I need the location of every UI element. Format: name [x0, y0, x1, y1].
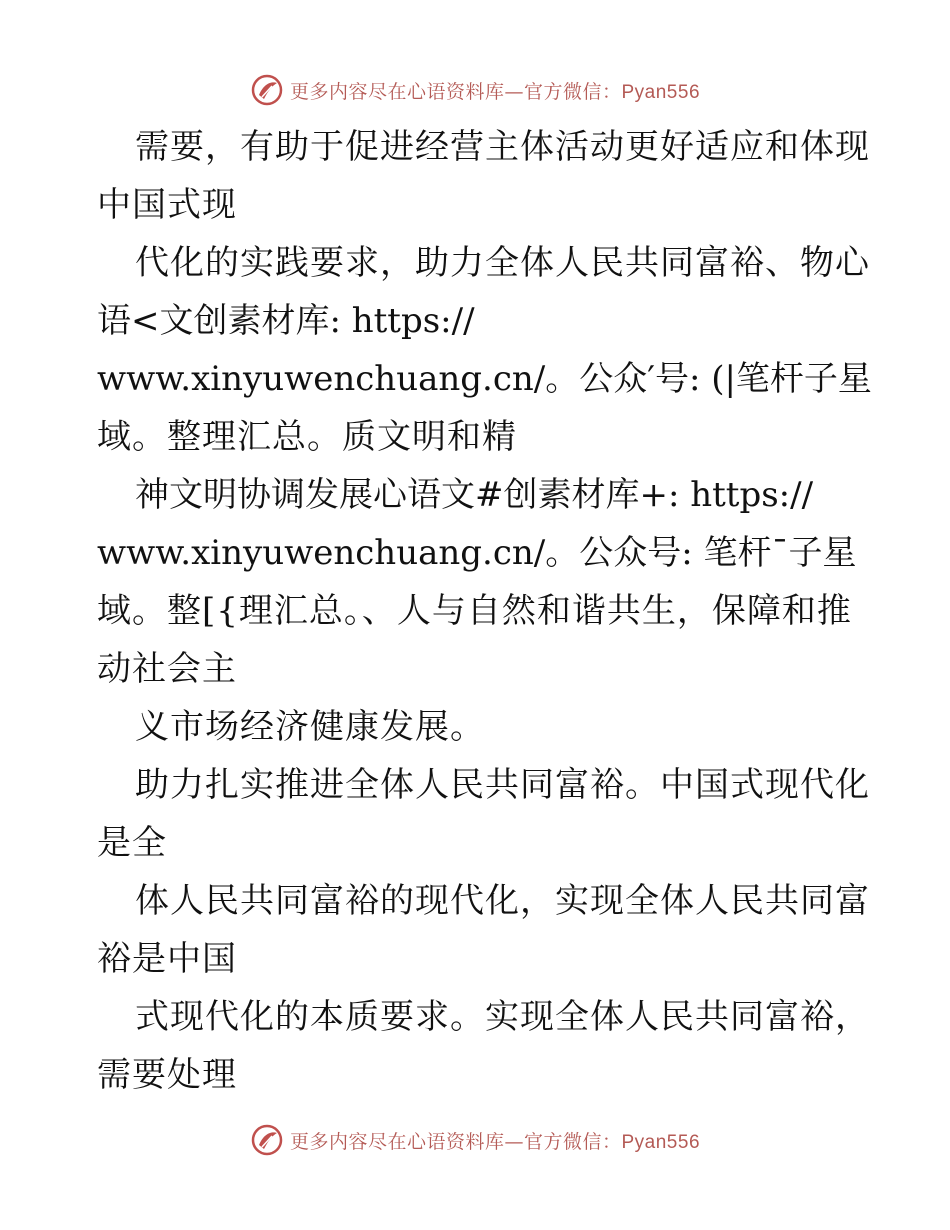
text-line: 域。整[{理汇总。、人与自然和谐共生，保障和推: [97, 591, 852, 631]
brand-logo-icon: [250, 73, 284, 107]
header-banner-label: 更多内容尽在心语资料库—官方微信：: [289, 80, 622, 103]
text-line: 裕是中国: [97, 939, 237, 979]
footer-banner-label: 更多内容尽在心语资料库—官方微信：: [289, 1130, 622, 1153]
text-line: 式现代化的本质要求。实现全体人民共同富裕，: [135, 997, 870, 1037]
text-line: 是全: [97, 823, 167, 863]
document-body: [97, 118, 872, 1104]
text-line: www.xinyuwenchuang.cn/。公众号: 笔杆¯子星: [97, 533, 857, 573]
text-line: 体人民共同富裕的现代化，实现全体人民共同富: [135, 881, 870, 921]
text-line: 代化的实践要求，助力全体人民共同富裕、物心: [135, 243, 870, 283]
text-line: 助力扎实推进全体人民共同富裕。中国式现代化: [135, 765, 870, 805]
text-line: 神文明协调发展心语文#创素材库+: https://: [135, 475, 814, 515]
text-line: www.xinyuwenchuang.cn/。公众′号: (|笔杆子星: [97, 359, 872, 399]
footer-banner-text: [290, 1127, 700, 1154]
footer-wechat-id: Pyan556: [621, 1131, 701, 1153]
text-line: 语<文创素材库: https://: [97, 301, 475, 341]
footer-banner: [0, 1120, 950, 1160]
text-line: 需要，有助于促进经营主体活动更好适应和体现: [135, 127, 870, 167]
text-line: 域。整理汇总。质文明和精: [97, 417, 517, 457]
text-line: 需要处理: [97, 1055, 237, 1095]
text-line: 动社会主: [97, 649, 237, 689]
header-banner: [0, 70, 950, 110]
text-line: 中国式现: [97, 185, 237, 225]
header-banner-text: [290, 77, 700, 104]
text-line: 义市场经济健康发展。: [135, 707, 485, 747]
header-wechat-id: Pyan556: [621, 81, 701, 103]
brand-logo-icon: [250, 1123, 284, 1157]
